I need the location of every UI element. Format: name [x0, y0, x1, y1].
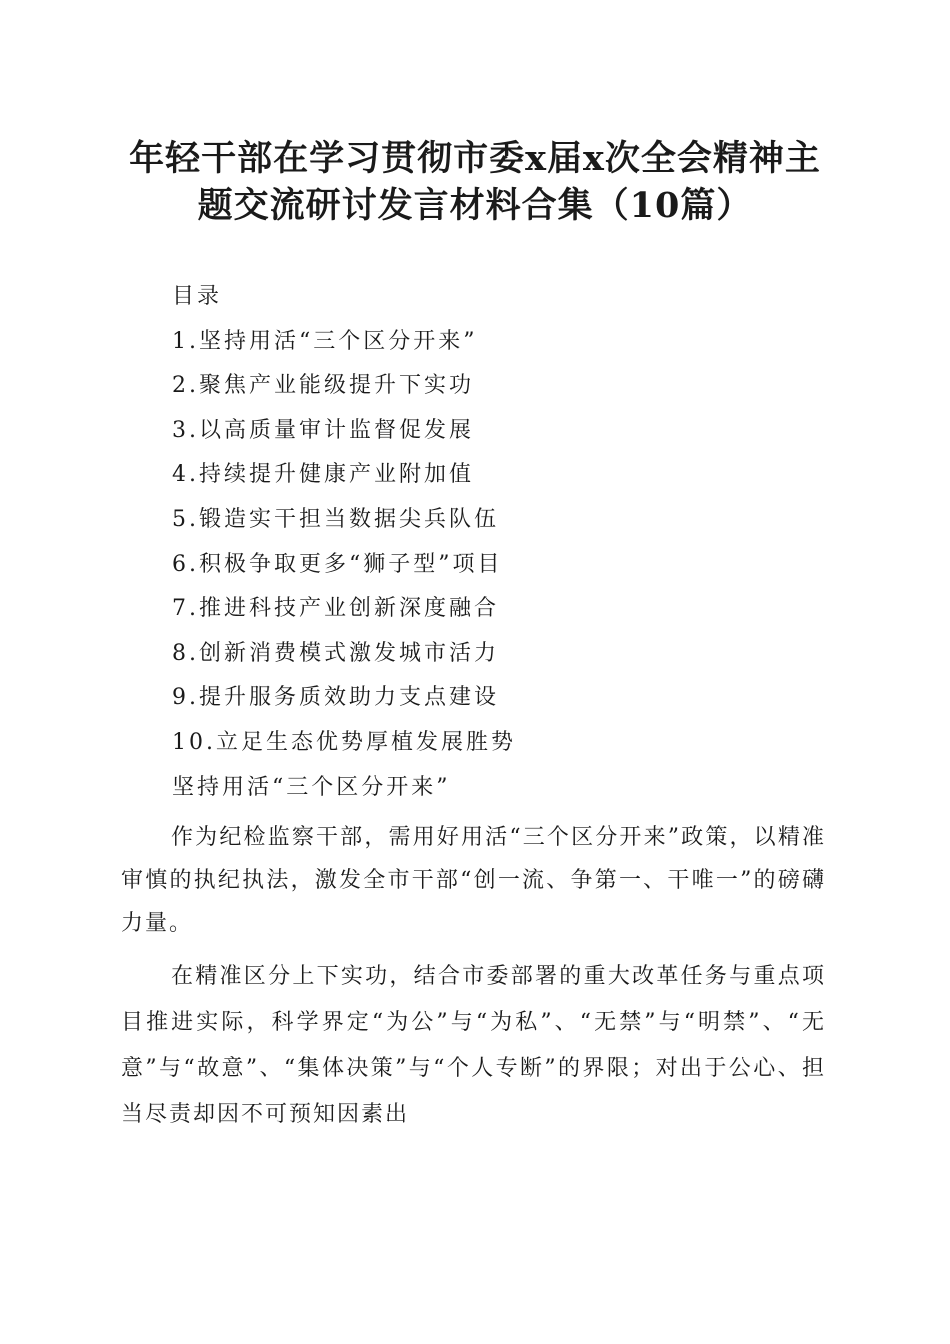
toc-item: 8.创新消费模式激发城市活力	[172, 640, 499, 666]
toc-item: 1.坚持用活“三个区分开来”	[172, 328, 478, 354]
toc-heading: 目录	[172, 284, 223, 309]
table-of-contents	[172, 281, 852, 816]
toc-item: 3.以高质量审计监督促发展	[172, 417, 474, 443]
toc-item: 5.锻造实干担当数据尖兵队伍	[172, 506, 499, 532]
toc-item: 2.聚焦产业能级提升下实功	[172, 373, 474, 399]
toc-item: 4.持续提升健康产业附加值	[172, 462, 474, 488]
toc-item: 7.推进科技产业创新深度融合	[172, 596, 499, 622]
paragraph: 作为纪检监察干部，需用好用活“三个区分开来”政策，以精准审慎的执纪执法，激发全市干部“创一流、争第一、干唯一”的磅礴力量。	[121, 825, 826, 936]
toc-item: 6.积极争取更多“狮子型”项目	[172, 551, 503, 577]
toc-item: 9.提升服务质效助力支点建设	[172, 685, 499, 711]
document-title	[100, 135, 850, 229]
title-line-2: 题交流研讨发言材料合集（10篇）	[197, 185, 753, 226]
title-line-1: 年轻干部在学习贯彻市委x届x次全会精神主	[129, 138, 821, 179]
section-heading: 坚持用活“三个区分开来”	[172, 774, 451, 800]
body-text	[121, 816, 826, 1147]
toc-item: 10.立足生态优势厚植发展胜势	[172, 729, 516, 755]
paragraph: 在精准区分上下实功，结合市委部署的重大改革任务与重点项目推进实际，科学界定“为公”与“为私”、“无禁”与“明禁”、“无意”与“故意”、“集体决策”与“个人专断”的界限；对出于公心、担当尽责却因不可预知因素出	[121, 964, 826, 1127]
